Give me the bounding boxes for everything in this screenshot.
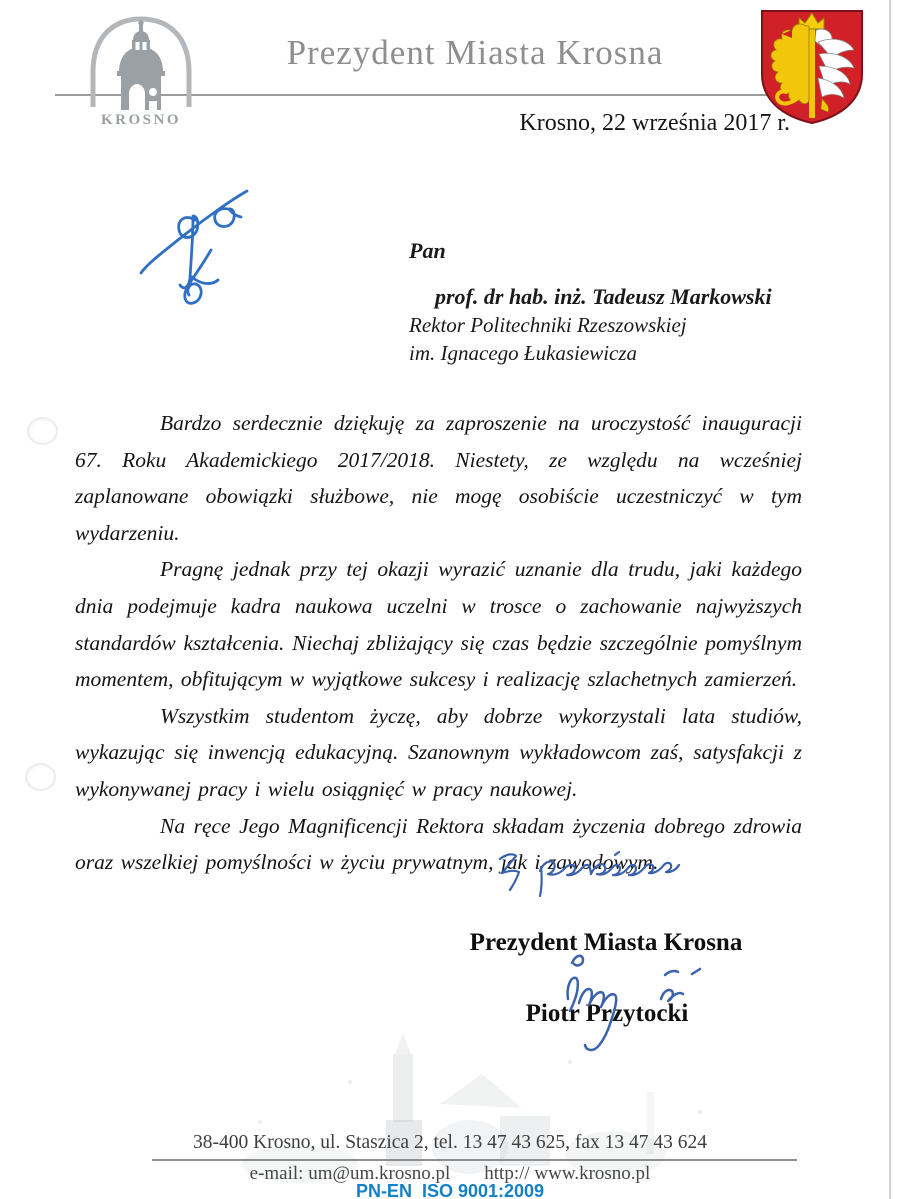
logo-caption: KROSNO [100,112,182,128]
addressee-salutation: Pan [409,238,446,263]
footer-address: 38-400 Krosno, ul. Staszica 2, tel. 13 47 43 625, fax 13 47 43 624 [193,1132,707,1153]
addressee-block [409,238,772,366]
paragraph-3: Wszystkim studentom życzę, aby dobrze wykorzystali lata studiów, wykazując się inwencją edukacyjną. Szanownym wykładowcom zaś, satysfakcji z wykonywanej pracy i wielu osiągnięć w pracy naukowej. [75,703,802,801]
footer-iso-certificate: PN-EN ISO 9001:2009 [355,1181,545,1199]
letterhead-title: Prezydent Miasta Krosna [286,33,664,72]
footer-email: e-mail: um@um.krosno.pl [249,1163,451,1184]
scan-edge-artifact [889,0,891,1199]
paragraph-4: Na ręce Jego Magnificencji Rektora składam życzenia dobrego zdrowia oraz wszelkiej pomyślności w życiu prywatnym, jak i zawodowym. [75,813,802,875]
handwritten-closing-note [486,843,686,903]
punch-hole-mark [25,763,56,791]
handwritten-initials [133,172,313,322]
dateline: Krosno, 22 września 2017 r. [519,110,790,136]
addressee-name: prof. dr hab. inż. Tadeusz Markowski [435,284,772,309]
addressee-institution: im. Ignacego Łukasiewicza [409,341,638,365]
addressee-role: Rektor Politechniki Rzeszowskiej [409,313,687,337]
footer-divider [152,1159,797,1161]
punch-hole-mark [27,417,58,445]
signer-title: Prezydent Miasta Krosna [469,929,743,956]
paragraph-1: Bardzo serdecznie dziękuję za zaproszenie na uroczystość inauguracji 67. Roku Akademickiego 2017/2018. Niestety, ze względu na wcześniej zaplanowane obowiązki służbowe, nie mogę osobiście uczestniczyć w tym wydarzeniu. [75,411,802,545]
paragraph-2: Pragnę jednak przy tej okazji wyrazić uznanie dla trudu, jaki każdego dnia podejmuje kadra naukowa uczelni w trosce o zachowanie najwyższych standardów kształcenia. Niechaj zbliżający się czas będzie szczególnie pomyślnym momentem, obfitującym w wyjątkowe sukcesy i realizację szlachetnych zamierzeń. [75,557,802,692]
signer-name: Piotr Przytocki [525,1000,689,1027]
footer-website: http:// www.krosno.pl [484,1163,651,1184]
krosno-tower-logo-icon [74,10,208,130]
letter-body [75,405,802,881]
krosno-coat-of-arms-icon [756,6,868,128]
handwritten-signature [548,946,718,1054]
